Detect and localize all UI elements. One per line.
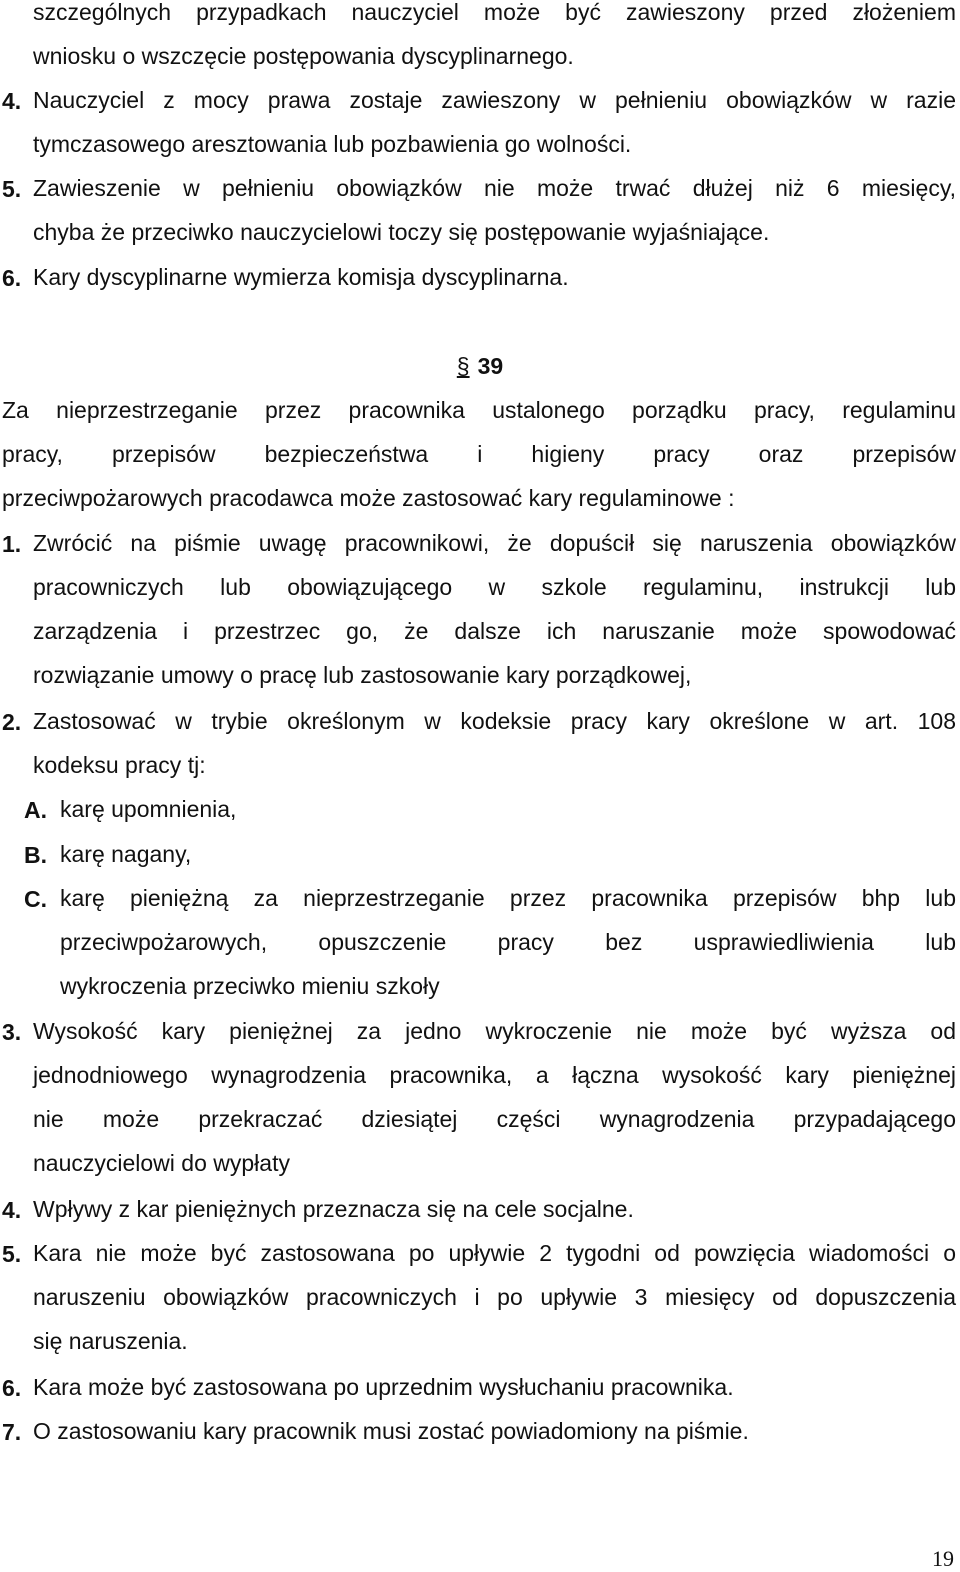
text-line: karę upomnienia, bbox=[60, 796, 237, 822]
text-line: Kara nie może być zastosowana po upływie 2 tygodni od powzięcia wiadomości o bbox=[33, 1240, 956, 1266]
item-number: 6. bbox=[2, 1375, 22, 1401]
item-letter: C. bbox=[24, 886, 47, 912]
item-number: 5. bbox=[2, 176, 22, 202]
continuation-paragraph bbox=[2, 0, 956, 88]
item-number: 4. bbox=[2, 1197, 22, 1223]
text-line: pracy, przepisów bezpieczeństwa i higieny pracy oraz przepisów bbox=[2, 441, 956, 467]
text-line: przeciwpożarowych, opuszczenie pracy bez usprawiedliwienia lub bbox=[60, 929, 956, 955]
text-line: rozwiązanie umowy o pracę lub zastosowanie kary porządkowej, bbox=[33, 662, 692, 688]
item-letter: B. bbox=[24, 842, 47, 868]
item-number: 3. bbox=[2, 1019, 22, 1045]
text-line: O zastosowaniu kary pracownik musi zostać powiadomiony na piśmie. bbox=[33, 1418, 749, 1444]
item-number: 5. bbox=[2, 1241, 22, 1267]
item-number: 2. bbox=[2, 709, 22, 735]
text-line: Zawieszenie w pełnieniu obowiązków nie może trwać dłużej niż 6 miesięcy, bbox=[33, 175, 956, 201]
list-item bbox=[0, 176, 960, 264]
item-number: 7. bbox=[2, 1419, 22, 1445]
text-line: karę nagany, bbox=[60, 841, 192, 867]
intro-paragraph bbox=[2, 398, 956, 530]
text-line: szczególnych przypadkach nauczyciel może być zawieszony przed złożeniem bbox=[33, 0, 956, 25]
text-line: Wpływy z kar pieniężnych przeznacza się na cele socjalne. bbox=[33, 1196, 634, 1222]
text-line: Nauczyciel z mocy prawa zostaje zawieszony w pełnieniu obowiązków w razie bbox=[33, 87, 956, 113]
text-line: jednodniowego wynagrodzenia pracownika, a łączna wysokość kary pieniężnej bbox=[33, 1062, 956, 1088]
text-line: pracowniczych lub obowiązującego w szkole regulaminu, instrukcji lub bbox=[33, 574, 956, 600]
text-line: się naruszenia. bbox=[33, 1328, 188, 1354]
text-line: kodeksu pracy tj: bbox=[33, 752, 206, 778]
text-line: zarządzenia i przestrzec go, że dalsze ich naruszanie może spowodować bbox=[33, 618, 956, 644]
list-item bbox=[0, 88, 960, 176]
text-line: nie może przekraczać dziesiątej części wynagrodzenia przypadającego bbox=[33, 1106, 956, 1132]
text-line: wykroczenia przeciwko mieniu szkoły bbox=[60, 973, 440, 999]
text-line: przeciwpożarowych pracodawca może zastosować kary regulaminowe : bbox=[2, 485, 735, 511]
text-line: Zastosować w trybie określonym w kodeksie pracy kary określone w art. 108 bbox=[33, 708, 956, 734]
section-number: 39 bbox=[477, 353, 504, 379]
text-line: nauczycielowi do wypłaty bbox=[33, 1150, 290, 1176]
section-sign: § bbox=[456, 353, 470, 379]
text-line: Zwrócić na piśmie uwagę pracownikowi, że dopuścił się naruszenia obowiązków bbox=[33, 530, 956, 556]
section-heading bbox=[0, 352, 960, 380]
item-number: 6. bbox=[2, 265, 22, 291]
text-line: chyba że przeciwko nauczycielowi toczy się postępowanie wyjaśniające. bbox=[33, 219, 770, 245]
text-line: Kary dyscyplinarne wymierza komisja dyscyplinarna. bbox=[33, 264, 569, 290]
text-line: Za nieprzestrzeganie przez pracownika ustalonego porządku pracy, regulaminu bbox=[2, 397, 956, 423]
item-number: 4. bbox=[2, 88, 22, 114]
text-line: Wysokość kary pieniężnej za jedno wykroczenie nie może być wyższa od bbox=[33, 1018, 956, 1044]
text-line: karę pieniężną za nieprzestrzeganie przez pracownika przepisów bhp lub bbox=[60, 885, 956, 911]
text-line: wniosku o wszczęcie postępowania dyscyplinarnego. bbox=[33, 43, 574, 69]
text-line: Kara może być zastosowana po uprzednim wysłuchaniu pracownika. bbox=[33, 1374, 734, 1400]
item-number: 1. bbox=[2, 531, 22, 557]
text-line: naruszeniu obowiązków pracowniczych i po upływie 3 miesięcy od dopuszczenia bbox=[33, 1284, 956, 1310]
page-number: 19 bbox=[932, 1546, 954, 1571]
item-letter: A. bbox=[24, 797, 47, 823]
text-line: tymczasowego aresztowania lub pozbawienia go wolności. bbox=[33, 131, 632, 157]
list-item bbox=[0, 265, 960, 309]
